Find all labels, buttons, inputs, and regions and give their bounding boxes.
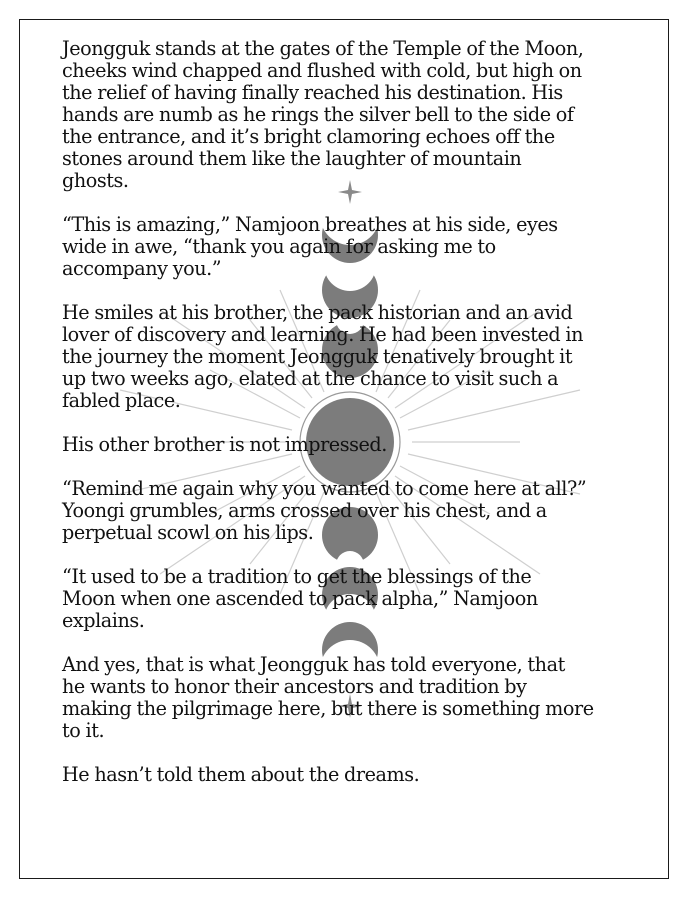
paragraph: Jeongguk stands at the gates of the Temple of the Moon, cheeks wind chapped and flushed with cold, but high on the relief of having finally reached his destination. His hands are numb as he rings the silver bell to the side of the entrance, and it’s bright clamoring echoes off the stones around them like the laughter of mountain ghosts.	[62, 37, 584, 192]
book-page	[19, 19, 669, 879]
paragraph: “It used to be a tradition to get the blessings of the Moon when one ascended to pack alpha,” Namjoon explains.	[62, 565, 538, 632]
paragraph: He smiles at his brother, the pack historian and an avid lover of discovery and learning. He had been invested in the journey the moment Jeongguk tenatively brought it up two weeks ago, elated at the chance to visit such a fabled place.	[62, 301, 583, 412]
paragraph: “Remind me again why you wanted to come here at all?” Yoongi grumbles, arms crossed over his chest, and a perpetual scowl on his lips.	[62, 477, 587, 544]
paragraph: He hasn’t told them about the dreams.	[62, 763, 420, 786]
paragraph: His other brother is not impressed.	[62, 433, 387, 456]
paragraph: And yes, that is what Jeongguk has told everyone, that he wants to honor their ancestors and tradition by making the pilgrimage here, but there is something more to it.	[62, 653, 594, 742]
story-text	[62, 38, 632, 786]
paragraph: “This is amazing,” Namjoon breathes at his side, eyes wide in awe, “thank you again for asking me to accompany you.”	[62, 213, 558, 280]
